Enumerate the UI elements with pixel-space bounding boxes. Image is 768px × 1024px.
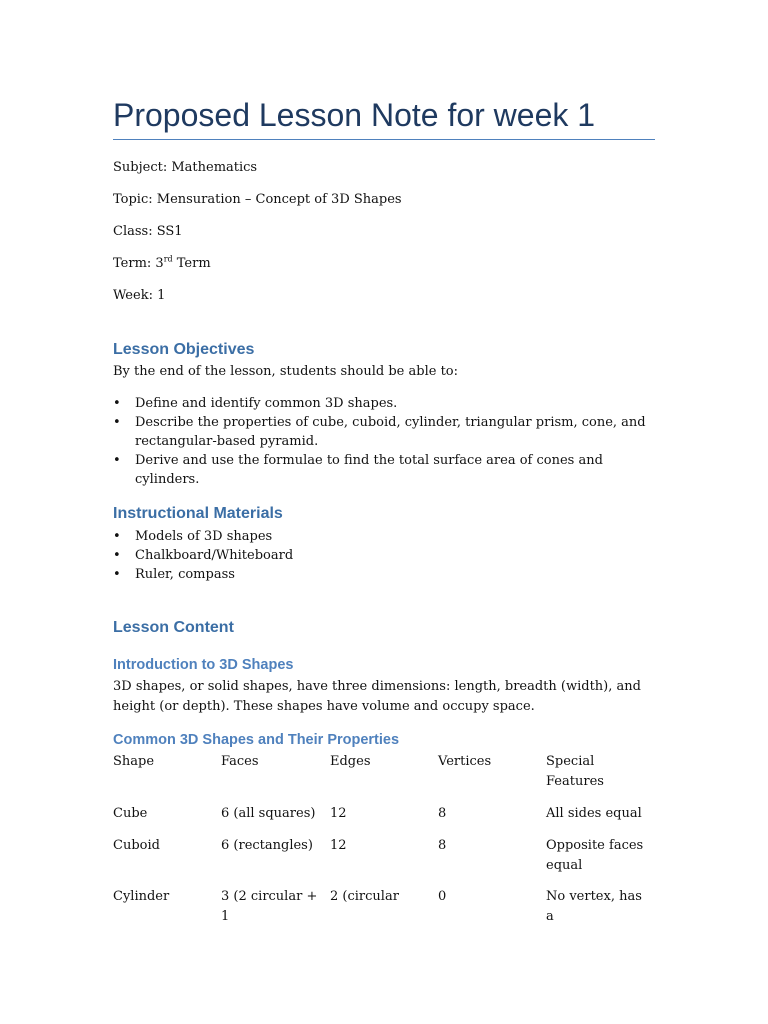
table-cell: 8 [438,806,447,821]
table-cell: Cube [113,806,148,821]
table-cell: Cylinder [113,889,170,904]
bullet-icon: • [113,529,121,544]
term-ordinal: rd [163,254,173,264]
list-item-text: Derive and use the formulae to find the total surface area of cones and cylinders. [135,453,603,487]
table-cell: No vertex, has a [546,889,642,924]
column-header: Edges [330,754,371,769]
term-prefix: Term: 3 [113,256,164,271]
table-cell: 0 [438,889,447,904]
list-item-text: Ruler, compass [135,567,235,582]
column-header: Shape [113,754,155,769]
table-cell: All sides equal [546,806,642,821]
materials-heading: Instructional Materials [113,505,283,522]
column-header: Vertices [438,754,492,769]
topic-line: Topic: Mensuration – Concept of 3D Shapes [113,192,402,207]
table-cell: 3 (2 circular + 1 [221,889,318,924]
table-cell: 6 (all squares) [221,806,316,821]
week-line: Week: 1 [113,288,166,303]
class-line: Class: SS1 [113,224,183,239]
table-cell: Opposite faces equal [546,838,644,873]
column-header: Faces [221,754,259,769]
column-header: Special Features [546,754,604,789]
table-cell: 12 [330,838,347,853]
table-cell: 8 [438,838,447,853]
term-suffix: Term [172,256,211,271]
list-item-text: Chalkboard/Whiteboard [135,548,294,563]
intro-heading: Introduction to 3D Shapes [113,657,294,673]
list-item-text: Describe the properties of cube, cuboid, cylinder, triangular prism, cone, and rectangular-based pyramid. [135,415,646,449]
table-cell: 6 (rectangles) [221,838,313,853]
bullet-icon: • [113,396,121,411]
bullet-icon: • [113,567,121,582]
table-cell: 12 [330,806,347,821]
subject-line: Subject: Mathematics [113,160,258,175]
page-title: Proposed Lesson Note for week 1 [113,97,596,133]
bullet-icon: • [113,548,121,563]
table-cell: Cuboid [113,838,160,853]
bullet-icon: • [113,415,121,430]
intro-paragraph: 3D shapes, or solid shapes, have three dimensions: length, breadth (width), and height (or depth). These shapes have volume and occupy space. [113,679,641,714]
list-item-text: Models of 3D shapes [135,529,273,544]
list-item-text: Define and identify common 3D shapes. [135,396,398,411]
bullet-icon: • [113,453,121,468]
table-cell: 2 (circular [330,889,399,904]
objectives-heading: Lesson Objectives [113,341,255,358]
objectives-intro: By the end of the lesson, students should be able to: [113,364,458,379]
content-heading: Lesson Content [113,619,234,636]
table-heading: Common 3D Shapes and Their Properties [113,732,400,748]
